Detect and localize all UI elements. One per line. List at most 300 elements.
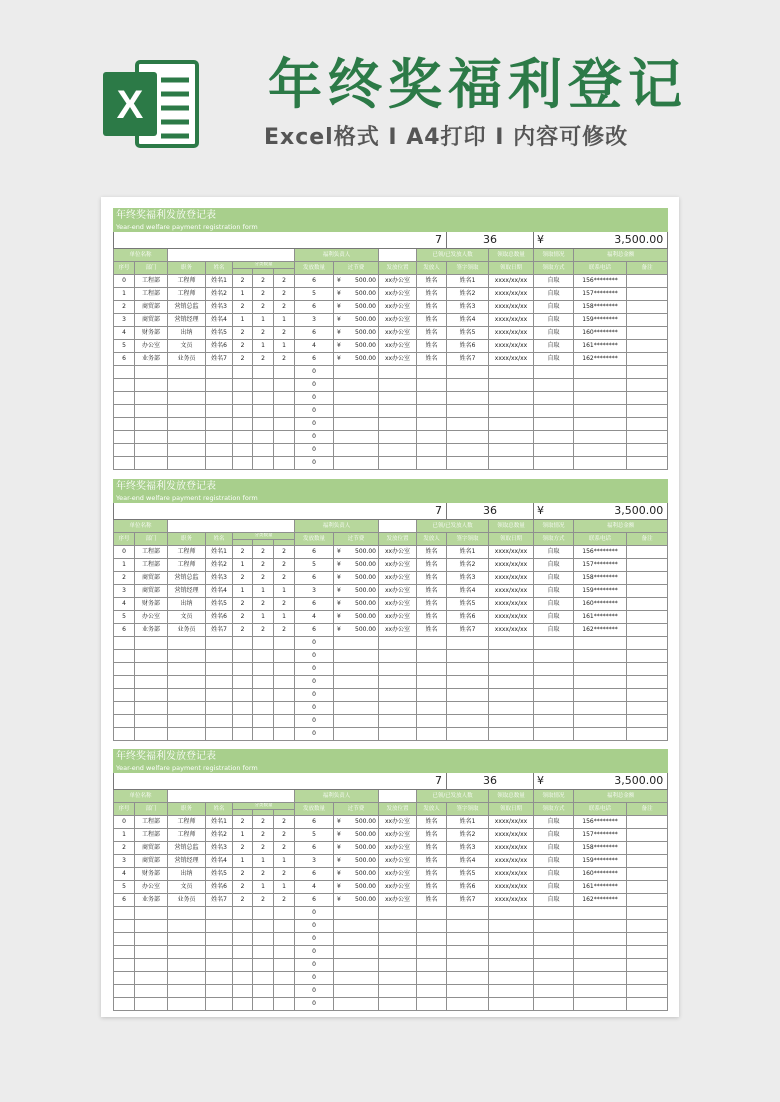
cell-name[interactable]: 姓名7	[206, 353, 233, 366]
cell-name[interactable]: 姓名7	[206, 624, 233, 637]
cell-empty[interactable]	[168, 457, 206, 470]
cell-phone[interactable]: 158********	[574, 301, 627, 314]
cell-empty[interactable]	[334, 907, 379, 920]
cell-place[interactable]: xx办公室	[379, 340, 417, 353]
cell-empty[interactable]	[206, 663, 233, 676]
cell-empty[interactable]	[233, 728, 253, 741]
summary-count[interactable]: 7	[114, 773, 447, 790]
cell-issuer[interactable]: 姓名	[417, 855, 447, 868]
cell-job[interactable]: 文员	[168, 340, 206, 353]
cell-empty[interactable]	[447, 379, 489, 392]
cell-empty[interactable]	[233, 405, 253, 418]
cell-fee[interactable]	[334, 611, 379, 624]
cell-empty[interactable]	[168, 431, 206, 444]
cell-empty[interactable]	[274, 702, 295, 715]
cell-empty[interactable]	[253, 650, 274, 663]
cell-empty[interactable]	[534, 715, 574, 728]
cell-q2[interactable]: 2	[253, 546, 274, 559]
cell-no[interactable]: 3	[114, 855, 135, 868]
cell-date[interactable]: xxxx/xx/xx	[489, 327, 534, 340]
cell-empty[interactable]	[334, 405, 379, 418]
cell-empty[interactable]	[379, 405, 417, 418]
cell-q2[interactable]: 1	[253, 585, 274, 598]
cell-remark[interactable]	[627, 559, 668, 572]
cell-empty[interactable]	[206, 392, 233, 405]
cell-qty[interactable]: 6	[295, 546, 334, 559]
cell-place[interactable]: xx办公室	[379, 816, 417, 829]
cell-q3[interactable]: 2	[274, 572, 295, 585]
cell-empty[interactable]	[135, 431, 168, 444]
cell-no[interactable]: 2	[114, 842, 135, 855]
cell-empty[interactable]	[574, 405, 627, 418]
cell-empty[interactable]	[135, 702, 168, 715]
cell-empty[interactable]	[334, 728, 379, 741]
cell-qty[interactable]: 6	[295, 624, 334, 637]
cell-sign[interactable]: 姓名5	[447, 327, 489, 340]
cell-remark[interactable]	[627, 624, 668, 637]
cell-sign[interactable]: 姓名1	[447, 275, 489, 288]
cell-empty[interactable]	[233, 933, 253, 946]
cell-method[interactable]: 自取	[534, 572, 574, 585]
cell-empty[interactable]	[379, 431, 417, 444]
cell-empty[interactable]	[534, 933, 574, 946]
cell-empty[interactable]	[574, 946, 627, 959]
cell-qty[interactable]: 0	[295, 418, 334, 431]
cell-sign[interactable]: 姓名6	[447, 340, 489, 353]
cell-issuer[interactable]: 姓名	[417, 598, 447, 611]
cell-method[interactable]: 自取	[534, 327, 574, 340]
cell-fee[interactable]	[334, 572, 379, 585]
cell-empty[interactable]	[574, 444, 627, 457]
cell-sign[interactable]: 姓名4	[447, 855, 489, 868]
cell-no[interactable]: 5	[114, 611, 135, 624]
cell-empty[interactable]	[627, 907, 668, 920]
cell-empty[interactable]	[206, 920, 233, 933]
cell-qty[interactable]: 0	[295, 933, 334, 946]
cell-empty[interactable]	[114, 366, 135, 379]
cell-empty[interactable]	[334, 920, 379, 933]
cell-method[interactable]: 自取	[534, 624, 574, 637]
cell-date[interactable]: xxxx/xx/xx	[489, 314, 534, 327]
cell-empty[interactable]	[417, 457, 447, 470]
cell-sign[interactable]: 姓名5	[447, 598, 489, 611]
cell-dept[interactable]: 财务部	[135, 868, 168, 881]
cell-q2[interactable]: 2	[253, 598, 274, 611]
cell-issuer[interactable]: 姓名	[417, 572, 447, 585]
cell-empty[interactable]	[379, 998, 417, 1011]
cell-issuer[interactable]: 姓名	[417, 894, 447, 907]
cell-qty[interactable]: 5	[295, 829, 334, 842]
cell-q2[interactable]: 1	[253, 611, 274, 624]
cell-method[interactable]: 自取	[534, 598, 574, 611]
cell-empty[interactable]	[274, 405, 295, 418]
cell-q3[interactable]: 2	[274, 546, 295, 559]
cell-qty[interactable]: 0	[295, 366, 334, 379]
cell-empty[interactable]	[168, 959, 206, 972]
cell-fee[interactable]	[334, 868, 379, 881]
cell-empty[interactable]	[233, 689, 253, 702]
cell-date[interactable]: xxxx/xx/xx	[489, 301, 534, 314]
cell-qty[interactable]: 0	[295, 444, 334, 457]
cell-fee[interactable]	[334, 546, 379, 559]
cell-empty[interactable]	[114, 985, 135, 998]
cell-phone[interactable]: 161********	[574, 881, 627, 894]
cell-empty[interactable]	[135, 920, 168, 933]
cell-dept[interactable]: 工程部	[135, 275, 168, 288]
cell-empty[interactable]	[489, 907, 534, 920]
cell-empty[interactable]	[233, 431, 253, 444]
cell-issuer[interactable]: 姓名	[417, 327, 447, 340]
cell-q3[interactable]: 2	[274, 624, 295, 637]
cell-date[interactable]: xxxx/xx/xx	[489, 624, 534, 637]
cell-empty[interactable]	[417, 933, 447, 946]
cell-phone[interactable]: 158********	[574, 572, 627, 585]
summary-total[interactable]	[534, 232, 668, 249]
cell-empty[interactable]	[114, 702, 135, 715]
cell-name[interactable]: 姓名7	[206, 894, 233, 907]
cell-empty[interactable]	[489, 985, 534, 998]
cell-q3[interactable]: 2	[274, 288, 295, 301]
cell-empty[interactable]	[253, 457, 274, 470]
cell-empty[interactable]	[206, 379, 233, 392]
cell-method[interactable]: 自取	[534, 816, 574, 829]
cell-empty[interactable]	[534, 728, 574, 741]
cell-q1[interactable]: 2	[233, 353, 253, 366]
cell-empty[interactable]	[574, 676, 627, 689]
cell-q3[interactable]: 1	[274, 314, 295, 327]
cell-place[interactable]: xx办公室	[379, 275, 417, 288]
cell-empty[interactable]	[534, 431, 574, 444]
cell-issuer[interactable]: 姓名	[417, 585, 447, 598]
cell-empty[interactable]	[334, 650, 379, 663]
cell-empty[interactable]	[114, 907, 135, 920]
cell-empty[interactable]	[334, 702, 379, 715]
manager-cell[interactable]	[379, 249, 417, 262]
cell-empty[interactable]	[489, 366, 534, 379]
cell-job[interactable]: 业务员	[168, 353, 206, 366]
cell-qty[interactable]: 6	[295, 572, 334, 585]
cell-empty[interactable]	[574, 715, 627, 728]
cell-empty[interactable]	[379, 379, 417, 392]
cell-method[interactable]: 自取	[534, 288, 574, 301]
cell-empty[interactable]	[334, 418, 379, 431]
cell-q1[interactable]: 1	[233, 559, 253, 572]
cell-empty[interactable]	[334, 985, 379, 998]
cell-q3[interactable]: 2	[274, 301, 295, 314]
cell-empty[interactable]	[417, 379, 447, 392]
cell-empty[interactable]	[574, 998, 627, 1011]
cell-empty[interactable]	[274, 444, 295, 457]
cell-place[interactable]: xx办公室	[379, 881, 417, 894]
cell-empty[interactable]	[447, 663, 489, 676]
cell-dept[interactable]: 办公室	[135, 881, 168, 894]
cell-empty[interactable]	[274, 907, 295, 920]
cell-name[interactable]: 姓名5	[206, 598, 233, 611]
cell-q3[interactable]: 1	[274, 585, 295, 598]
cell-q1[interactable]: 2	[233, 546, 253, 559]
cell-name[interactable]: 姓名5	[206, 868, 233, 881]
cell-remark[interactable]	[627, 894, 668, 907]
cell-empty[interactable]	[627, 946, 668, 959]
cell-empty[interactable]	[447, 457, 489, 470]
cell-empty[interactable]	[447, 946, 489, 959]
cell-empty[interactable]	[135, 418, 168, 431]
cell-empty[interactable]	[534, 366, 574, 379]
cell-job[interactable]: 业务员	[168, 894, 206, 907]
cell-empty[interactable]	[233, 637, 253, 650]
cell-q3[interactable]: 2	[274, 842, 295, 855]
cell-qty[interactable]: 3	[295, 585, 334, 598]
cell-empty[interactable]	[253, 715, 274, 728]
cell-phone[interactable]: 157********	[574, 288, 627, 301]
cell-name[interactable]: 姓名2	[206, 559, 233, 572]
cell-remark[interactable]	[627, 855, 668, 868]
cell-empty[interactable]	[379, 907, 417, 920]
cell-empty[interactable]	[417, 431, 447, 444]
cell-q2[interactable]: 2	[253, 275, 274, 288]
cell-qty[interactable]: 6	[295, 598, 334, 611]
cell-dept[interactable]: 工程部	[135, 829, 168, 842]
cell-empty[interactable]	[274, 379, 295, 392]
cell-q2[interactable]: 2	[253, 572, 274, 585]
cell-empty[interactable]	[135, 663, 168, 676]
cell-remark[interactable]	[627, 881, 668, 894]
cell-issuer[interactable]: 姓名	[417, 559, 447, 572]
cell-empty[interactable]	[114, 663, 135, 676]
cell-empty[interactable]	[206, 366, 233, 379]
cell-empty[interactable]	[168, 392, 206, 405]
cell-fee[interactable]	[334, 842, 379, 855]
cell-empty[interactable]	[447, 637, 489, 650]
cell-empty[interactable]	[168, 702, 206, 715]
cell-empty[interactable]	[379, 715, 417, 728]
cell-place[interactable]: xx办公室	[379, 868, 417, 881]
cell-empty[interactable]	[574, 907, 627, 920]
cell-empty[interactable]	[417, 946, 447, 959]
cell-name[interactable]: 姓名2	[206, 288, 233, 301]
cell-empty[interactable]	[168, 972, 206, 985]
cell-empty[interactable]	[334, 392, 379, 405]
cell-date[interactable]: xxxx/xx/xx	[489, 842, 534, 855]
cell-q3[interactable]: 2	[274, 816, 295, 829]
cell-date[interactable]: xxxx/xx/xx	[489, 855, 534, 868]
cell-qty[interactable]: 6	[295, 353, 334, 366]
cell-remark[interactable]	[627, 353, 668, 366]
cell-empty[interactable]	[168, 946, 206, 959]
cell-sign[interactable]: 姓名7	[447, 353, 489, 366]
cell-phone[interactable]: 162********	[574, 353, 627, 366]
cell-empty[interactable]	[417, 405, 447, 418]
cell-empty[interactable]	[206, 907, 233, 920]
cell-empty[interactable]	[168, 418, 206, 431]
cell-q1[interactable]: 2	[233, 572, 253, 585]
cell-empty[interactable]	[417, 366, 447, 379]
cell-no[interactable]: 2	[114, 572, 135, 585]
cell-empty[interactable]	[135, 392, 168, 405]
cell-empty[interactable]	[206, 689, 233, 702]
cell-empty[interactable]	[574, 972, 627, 985]
cell-empty[interactable]	[379, 366, 417, 379]
cell-q2[interactable]: 1	[253, 881, 274, 894]
cell-qty[interactable]: 0	[295, 985, 334, 998]
cell-empty[interactable]	[206, 728, 233, 741]
cell-remark[interactable]	[627, 340, 668, 353]
cell-phone[interactable]: 159********	[574, 855, 627, 868]
cell-q3[interactable]: 2	[274, 327, 295, 340]
cell-q1[interactable]: 1	[233, 288, 253, 301]
cell-empty[interactable]	[114, 650, 135, 663]
cell-empty[interactable]	[206, 998, 233, 1011]
cell-empty[interactable]	[417, 959, 447, 972]
cell-remark[interactable]	[627, 611, 668, 624]
cell-q2[interactable]: 2	[253, 288, 274, 301]
cell-q1[interactable]: 2	[233, 624, 253, 637]
cell-empty[interactable]	[233, 972, 253, 985]
cell-qty[interactable]: 3	[295, 314, 334, 327]
cell-empty[interactable]	[534, 998, 574, 1011]
cell-empty[interactable]	[168, 728, 206, 741]
cell-name[interactable]: 姓名2	[206, 829, 233, 842]
cell-q3[interactable]: 2	[274, 894, 295, 907]
cell-place[interactable]: xx办公室	[379, 829, 417, 842]
cell-empty[interactable]	[627, 702, 668, 715]
cell-empty[interactable]	[114, 392, 135, 405]
cell-empty[interactable]	[233, 444, 253, 457]
cell-phone[interactable]: 160********	[574, 868, 627, 881]
cell-empty[interactable]	[233, 366, 253, 379]
cell-empty[interactable]	[114, 418, 135, 431]
cell-empty[interactable]	[233, 907, 253, 920]
cell-empty[interactable]	[114, 920, 135, 933]
cell-method[interactable]: 自取	[534, 611, 574, 624]
cell-empty[interactable]	[135, 985, 168, 998]
cell-empty[interactable]	[233, 702, 253, 715]
cell-empty[interactable]	[627, 715, 668, 728]
cell-issuer[interactable]: 姓名	[417, 816, 447, 829]
cell-method[interactable]: 自取	[534, 855, 574, 868]
cell-place[interactable]: xx办公室	[379, 301, 417, 314]
cell-empty[interactable]	[379, 650, 417, 663]
cell-empty[interactable]	[334, 972, 379, 985]
cell-dept[interactable]: 业务部	[135, 894, 168, 907]
cell-q1[interactable]: 2	[233, 868, 253, 881]
cell-empty[interactable]	[274, 998, 295, 1011]
cell-place[interactable]: xx办公室	[379, 585, 417, 598]
cell-sign[interactable]: 姓名1	[447, 816, 489, 829]
cell-empty[interactable]	[274, 676, 295, 689]
cell-qty[interactable]: 0	[295, 663, 334, 676]
cell-empty[interactable]	[379, 920, 417, 933]
cell-empty[interactable]	[627, 959, 668, 972]
cell-name[interactable]: 姓名3	[206, 842, 233, 855]
cell-empty[interactable]	[114, 933, 135, 946]
cell-fee[interactable]	[334, 598, 379, 611]
cell-empty[interactable]	[379, 444, 417, 457]
cell-empty[interactable]	[274, 637, 295, 650]
cell-remark[interactable]	[627, 816, 668, 829]
summary-quantity[interactable]: 36	[447, 503, 534, 520]
cell-empty[interactable]	[627, 637, 668, 650]
cell-job[interactable]: 工程师	[168, 546, 206, 559]
cell-qty[interactable]: 0	[295, 650, 334, 663]
cell-q3[interactable]: 2	[274, 559, 295, 572]
cell-dept[interactable]: 办公室	[135, 340, 168, 353]
cell-empty[interactable]	[379, 959, 417, 972]
cell-empty[interactable]	[534, 650, 574, 663]
cell-phone[interactable]: 160********	[574, 327, 627, 340]
cell-empty[interactable]	[627, 444, 668, 457]
cell-empty[interactable]	[206, 457, 233, 470]
cell-qty[interactable]: 0	[295, 715, 334, 728]
manager-cell[interactable]	[379, 520, 417, 533]
cell-empty[interactable]	[534, 676, 574, 689]
cell-empty[interactable]	[233, 392, 253, 405]
cell-phone[interactable]: 159********	[574, 314, 627, 327]
cell-method[interactable]: 自取	[534, 842, 574, 855]
cell-empty[interactable]	[233, 998, 253, 1011]
cell-name[interactable]: 姓名3	[206, 572, 233, 585]
cell-issuer[interactable]: 姓名	[417, 288, 447, 301]
cell-fee[interactable]	[334, 288, 379, 301]
cell-empty[interactable]	[168, 444, 206, 457]
cell-q1[interactable]: 2	[233, 816, 253, 829]
cell-empty[interactable]	[447, 972, 489, 985]
cell-job[interactable]: 工程师	[168, 288, 206, 301]
cell-empty[interactable]	[574, 650, 627, 663]
cell-empty[interactable]	[489, 702, 534, 715]
cell-empty[interactable]	[206, 418, 233, 431]
cell-empty[interactable]	[534, 418, 574, 431]
cell-empty[interactable]	[135, 444, 168, 457]
cell-empty[interactable]	[447, 702, 489, 715]
cell-empty[interactable]	[627, 689, 668, 702]
cell-q3[interactable]: 1	[274, 611, 295, 624]
cell-phone[interactable]: 156********	[574, 546, 627, 559]
cell-sign[interactable]: 姓名2	[447, 559, 489, 572]
cell-q2[interactable]: 2	[253, 301, 274, 314]
cell-empty[interactable]	[114, 637, 135, 650]
cell-empty[interactable]	[114, 431, 135, 444]
cell-no[interactable]: 0	[114, 275, 135, 288]
cell-sign[interactable]: 姓名4	[447, 585, 489, 598]
cell-empty[interactable]	[253, 920, 274, 933]
cell-remark[interactable]	[627, 829, 668, 842]
cell-empty[interactable]	[114, 379, 135, 392]
summary-quantity[interactable]: 36	[447, 232, 534, 249]
cell-empty[interactable]	[233, 379, 253, 392]
cell-empty[interactable]	[574, 728, 627, 741]
cell-empty[interactable]	[447, 431, 489, 444]
cell-q1[interactable]: 2	[233, 894, 253, 907]
cell-empty[interactable]	[135, 715, 168, 728]
cell-empty[interactable]	[274, 985, 295, 998]
cell-q1[interactable]: 2	[233, 275, 253, 288]
cell-place[interactable]: xx办公室	[379, 842, 417, 855]
cell-place[interactable]: xx办公室	[379, 598, 417, 611]
cell-empty[interactable]	[206, 405, 233, 418]
cell-empty[interactable]	[417, 650, 447, 663]
cell-no[interactable]: 6	[114, 624, 135, 637]
cell-sign[interactable]: 姓名6	[447, 611, 489, 624]
cell-fee[interactable]	[334, 340, 379, 353]
cell-sign[interactable]: 姓名7	[447, 894, 489, 907]
cell-empty[interactable]	[168, 405, 206, 418]
cell-dept[interactable]: 办公室	[135, 611, 168, 624]
cell-empty[interactable]	[627, 366, 668, 379]
cell-date[interactable]: xxxx/xx/xx	[489, 559, 534, 572]
cell-issuer[interactable]: 姓名	[417, 611, 447, 624]
cell-date[interactable]: xxxx/xx/xx	[489, 881, 534, 894]
